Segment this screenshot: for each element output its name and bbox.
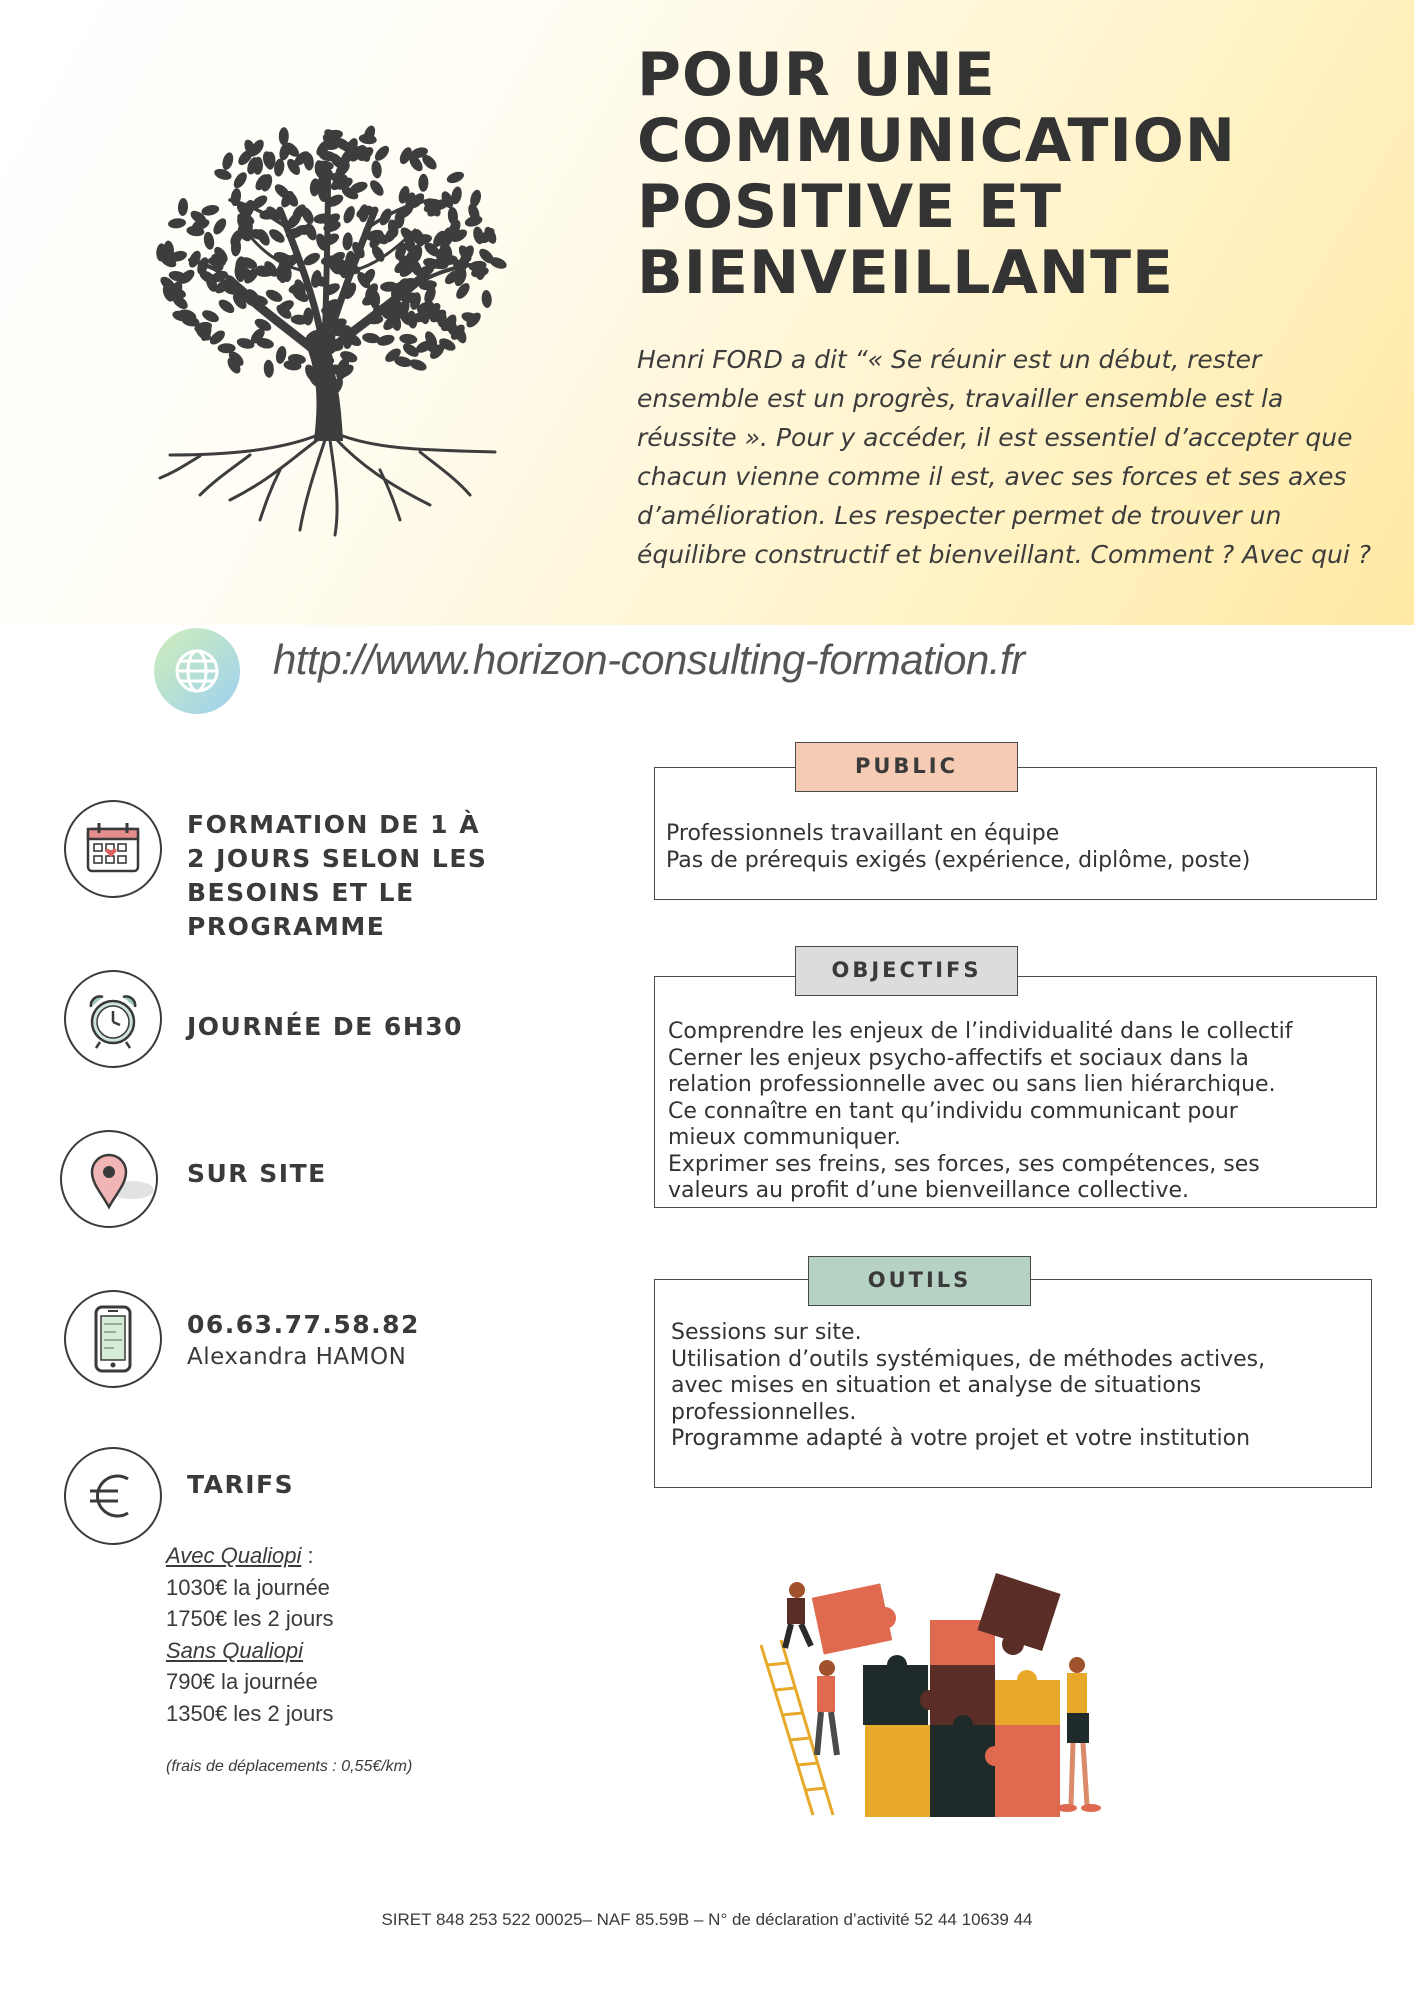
tree-leaf	[178, 198, 189, 216]
objectifs-line: relation professionnelle avec ou sans lien hiérarchique.	[668, 1072, 1276, 1097]
title-line: POUR UNE	[637, 40, 996, 110]
title-line: POSITIVE ET	[637, 172, 1062, 242]
with-qualiopi-label: Avec Qualiopi	[166, 1543, 302, 1568]
objectifs-line: Cerner les enjeux psycho-affectifs et sociaux dans la	[668, 1045, 1249, 1071]
tree-leaf	[376, 333, 396, 348]
calendar-icon	[64, 800, 162, 898]
objectifs-label: OBJECTIFS	[795, 946, 1018, 996]
duration-line: FORMATION DE 1 À	[187, 810, 481, 839]
tree-leaf	[218, 343, 236, 353]
without-qualiopi-label: Sans Qualiopi	[166, 1637, 303, 1663]
public-line: Professionnels travaillant en équipe	[666, 821, 1060, 846]
outils-label: OUTILS	[808, 1256, 1031, 1306]
phone-number[interactable]: 06.63.77.58.82	[187, 1310, 420, 1339]
outils-line: Programme adapté à votre projet et votre institution	[671, 1426, 1251, 1451]
objectifs-line: valeurs au profit d’une bienveillance collective.	[668, 1178, 1190, 1203]
tree-leaf	[168, 217, 187, 229]
objectifs-line: mieux communiquer.	[668, 1125, 901, 1150]
duration-line: PROGRAMME	[187, 912, 386, 941]
tree-leaf	[263, 359, 274, 377]
tree-leaf	[399, 333, 418, 345]
price-line: 1350€ les 2 jours	[166, 1700, 334, 1726]
outils-line: Utilisation d’outils systémiques, de méthodes actives,	[671, 1346, 1266, 1372]
tree-leaf	[418, 174, 428, 192]
puzzle-teamwork-illustration	[755, 1570, 1120, 1820]
outils-line: avec mises en situation et analyse de situations	[671, 1373, 1202, 1398]
travel-fees-note: (frais de déplacements : 0,55€/km)	[166, 1758, 413, 1775]
outils-text	[671, 1320, 1265, 1453]
objectifs-line: Ce connaître en tant qu’individu communicant pour	[668, 1098, 1238, 1124]
legal-footer: SIRET 848 253 522 00025– NAF 85.59B – N° de déclaration d’activité 52 44 10639 44	[381, 1910, 1033, 1929]
tree-leaf	[445, 170, 465, 186]
tree-leaf	[341, 205, 357, 225]
public-text	[666, 821, 1250, 874]
price-line: 790€ la journée	[166, 1669, 318, 1694]
tree-leaf	[371, 160, 383, 179]
globe-icon	[153, 627, 241, 715]
title-line: BIENVEILLANTE	[637, 238, 1175, 308]
tree-leaf	[342, 232, 354, 251]
objectifs-line: Comprendre les enjeux de l’individualité dans le collectif	[668, 1019, 1293, 1044]
location-text: SUR SITE	[187, 1159, 327, 1188]
tree-illustration	[130, 100, 530, 540]
alarm-clock-icon	[64, 970, 162, 1068]
tree-leaf	[203, 231, 216, 250]
tarifs-list	[166, 1540, 334, 1729]
tarifs-title: TARIFS	[187, 1470, 295, 1499]
with-qualiopi-suffix: :	[301, 1543, 314, 1568]
tree-leaf	[211, 216, 229, 237]
contact-name: Alexandra HAMON	[187, 1344, 407, 1370]
title-line: COMMUNICATION	[637, 106, 1236, 176]
tree-leaf	[213, 167, 233, 182]
website-link[interactable]: http://www.horizon-consulting-formation.fr	[273, 636, 1025, 683]
price-line: 1030€ la journée	[166, 1574, 330, 1600]
outils-line: professionnelles.	[671, 1399, 857, 1425]
tree-leaf	[481, 290, 493, 309]
duration-line: 2 JOURS SELON LES	[187, 844, 488, 873]
intro-quote: Henri FORD a dit “« Se réunir est un début, rester ensemble est un progrès, travailler ensemble est la réussite ». Pour y accéder, il est essentiel d’accepter que chacun vienne comme il est, avec ses forces et ses axes d’amélioration. Les respecter permet de trouver un équilibre constructif et bienveillant. Comment ? Avec qui ?	[637, 345, 1372, 569]
tree-leaf	[231, 170, 250, 190]
duration-text	[187, 808, 487, 944]
tree-leaf	[372, 143, 391, 163]
objectifs-text	[668, 1019, 1293, 1205]
public-label: PUBLIC	[795, 742, 1018, 792]
price-line: 1750€ les 2 jours	[166, 1606, 334, 1631]
public-line: Pas de prérequis exigés (expérience, diplôme, poste)	[666, 847, 1251, 873]
day-duration: JOURNÉE DE 6H30	[187, 1012, 464, 1041]
location-pin-icon	[60, 1130, 158, 1228]
objectifs-line: Exprimer ses freins, ses forces, ses compétences, ses	[668, 1151, 1260, 1177]
outils-line: Sessions sur site.	[671, 1320, 862, 1345]
tree-leaf	[221, 151, 236, 171]
smartphone-icon	[64, 1290, 162, 1388]
euro-icon	[64, 1447, 162, 1545]
duration-line: BESOINS ET LE	[187, 878, 415, 907]
page-title	[637, 42, 1377, 306]
tree-leaf	[367, 178, 386, 198]
